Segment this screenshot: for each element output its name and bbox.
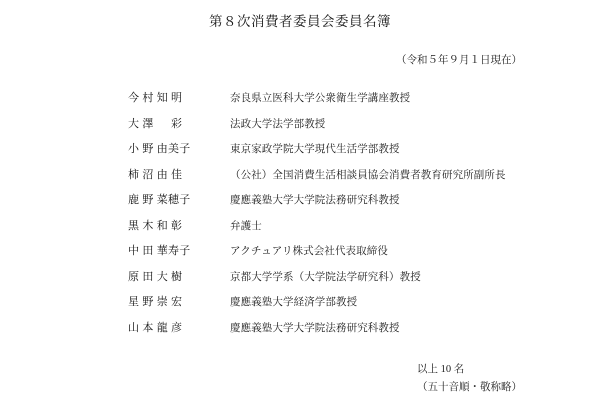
member-list [0,89,600,335]
ordering-note: （五十音順・敬称略） [417,381,522,393]
member-name: 柿 沼 由 佳 [128,168,183,181]
member-name: 山 本 龍 彦 [128,321,183,334]
member-name: 星 野 崇 宏 [128,296,183,308]
member-name: 原 田 大 樹 [128,270,183,283]
member-affiliation: 京都大学学系（大学院法学研究科）教授 [230,271,421,283]
list-item [128,115,570,131]
member-name: 中 田 華寿子 [128,245,191,257]
member-total: 以上 10 名 [417,364,465,376]
member-name: 小 野 由美子 [128,143,191,155]
member-name: 今 村 知 明 [128,92,183,104]
member-affiliation: アクチュアリ株式会社代表取締役 [230,246,388,257]
member-affiliation: 慶應義塾大学大学院法務研究科教授 [230,322,400,334]
member-affiliation: 東京家政学院大学現代生活学部教授 [230,144,400,155]
list-item [128,268,570,284]
list-item [128,166,570,182]
member-affiliation: 慶應義塾大学大学院法務研究科教授 [230,195,400,206]
list-item [128,217,570,233]
member-affiliation: 法政大学法学部教授 [230,118,326,130]
list-item [128,89,570,105]
member-affiliation: 弁護士 [230,220,262,232]
member-affiliation: 奈良県立医科大学公衆衛生学講座教授 [230,93,411,104]
member-name: 鹿 野 菜穂子 [128,194,191,206]
member-name: 黒 木 和 彰 [128,219,183,232]
list-item [128,191,570,207]
member-affiliation: 慶應義塾大学経済学部教授 [230,297,358,308]
member-name: 大 澤 彩 [128,117,183,130]
page-title: 第８次消費者委員会委員名簿 [209,14,391,29]
list-item [128,242,570,258]
effective-date-note: （令和５年９月１日現在） [396,55,522,66]
list-item [128,140,570,156]
document-footer [417,361,522,396]
member-affiliation: （公社）全国消費生活相談員協会消費者教育研究所副所長 [230,169,506,181]
list-item [128,293,570,309]
list-item [128,319,570,335]
document-page [0,10,600,410]
